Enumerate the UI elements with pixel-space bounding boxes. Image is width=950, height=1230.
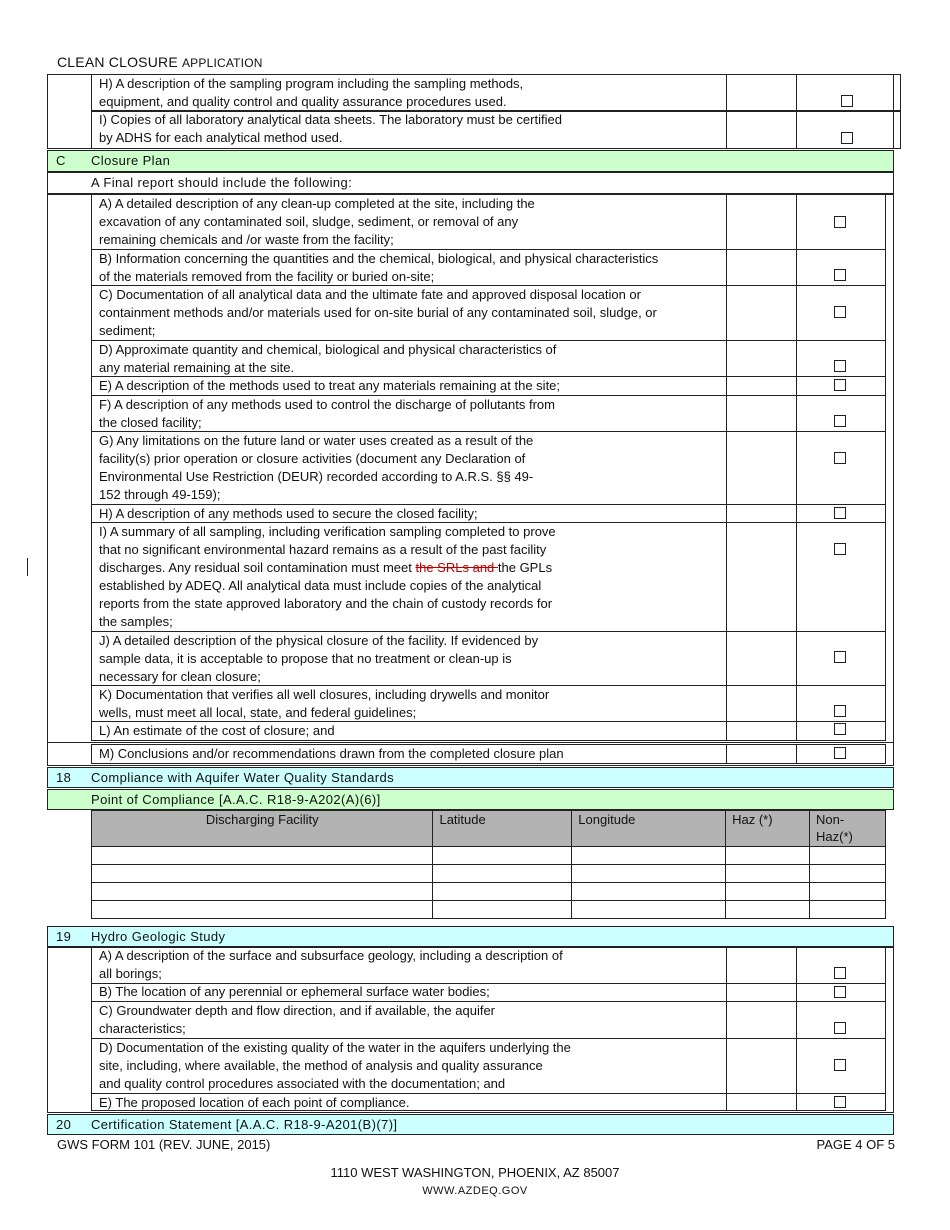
closure-item-h: H) A description of any methods used to secure the closed facility; (99, 506, 478, 521)
haz-cell[interactable] (726, 901, 810, 919)
closure-item-j: J) A detailed description of the physical closure of the facility. If evidenced by sample data, it is acceptable to propose that no treatment or clean-up is necessary for clean closure; (99, 633, 539, 684)
header-title-sc: APPLICATION (181, 56, 263, 70)
hydro-d-checkbox[interactable] (834, 1059, 846, 1071)
struck-text: the SRLs and (415, 560, 498, 575)
sampling-i-checkbox[interactable] (841, 132, 853, 144)
closure-k-checkbox[interactable] (834, 705, 846, 717)
closure-g-checkbox[interactable] (834, 452, 846, 464)
facility-cell[interactable] (92, 901, 433, 919)
longitude-cell[interactable] (572, 847, 726, 865)
footer-address: 1110 WEST WASHINGTON, PHOENIX, AZ 85007 (330, 1165, 620, 1180)
facility-cell[interactable] (92, 865, 433, 883)
table-row (92, 883, 886, 901)
col-longitude: Longitude (572, 811, 726, 847)
latitude-cell[interactable] (433, 847, 572, 865)
col-haz: Haz (*) (726, 811, 810, 847)
closure-item-f: F) A description of any methods used to control the discharge of pollutants from the closed facility; (99, 397, 555, 430)
sampling-h-text: H) A description of the sampling program including the sampling methods, equipment, and quality control and quality assurance procedures used. (99, 76, 524, 109)
section-19-heading: 19 Hydro Geologic Study (47, 926, 894, 947)
closure-item-i: I) A summary of all sampling, including verification sampling completed to prove that no significant environmental hazard remains as a result of the past facility discharges. Any residual soil contamination must meet the SRLs and the GPLs established by ADEQ. All analytical data must include copies of the analytical reports from the state approved laboratory and the chain of custody records for the samples; (99, 524, 556, 629)
latitude-cell[interactable] (433, 883, 572, 901)
haz-cell[interactable] (726, 847, 810, 865)
facility-cell[interactable] (92, 847, 433, 865)
closure-item-a: A) A detailed description of any clean-up completed at the site, including the excavation of any contaminated soil, sludge, sediment, or removal of any remaining chemicals and /or waste from the facility; (99, 196, 535, 247)
page-header-title (57, 54, 263, 70)
closure-f-checkbox[interactable] (834, 415, 846, 427)
sampling-h-checkbox[interactable] (841, 95, 853, 107)
longitude-cell[interactable] (572, 865, 726, 883)
closure-item-m: M) Conclusions and/or recommendations drawn from the completed closure plan (99, 746, 564, 761)
closure-e-checkbox[interactable] (834, 379, 846, 391)
hydro-item-c: C) Groundwater depth and flow direction, and if available, the aquifer characteristics; (99, 1003, 496, 1036)
closure-b-checkbox[interactable] (834, 269, 846, 281)
closure-l-checkbox[interactable] (834, 723, 846, 735)
section-18-heading: 18 Compliance with Aquifer Water Quality Standards (47, 767, 894, 788)
closure-item-g: G) Any limitations on the future land or water uses created as a result of the facility(s) prior operation or closure activities (document any Declaration of Environmental Use Restriction (DEUR) recorded according to A.R.S. §§ 49- 152 through 49-159); (99, 433, 534, 502)
longitude-cell[interactable] (572, 883, 726, 901)
col-non-haz: Non-Haz(*) (810, 811, 886, 847)
footer-page-number: PAGE 4 OF 5 (816, 1137, 895, 1152)
sampling-i-text: I) Copies of all laboratory analytical data sheets. The laboratory must be certified by ADHS for each analytical method used. (99, 112, 562, 145)
closure-c-checkbox[interactable] (834, 306, 846, 318)
closure-plan-heading: C Closure Plan (47, 150, 894, 172)
hydro-item-e: E) The proposed location of each point of compliance. (99, 1095, 410, 1110)
closure-i-checkbox[interactable] (834, 543, 846, 555)
non-haz-cell[interactable] (810, 883, 886, 901)
header-title-main: CLEAN CLOSURE (57, 54, 182, 70)
text-cursor (27, 558, 28, 576)
closure-item-b: B) Information concerning the quantities and the chemical, biological, and physical characteristics of the materials removed from the facility or buried on-site; (99, 251, 659, 284)
closure-d-checkbox[interactable] (834, 360, 846, 372)
hydro-e-checkbox[interactable] (834, 1096, 846, 1108)
table-row (92, 865, 886, 883)
closure-item-c: C) Documentation of all analytical data and the ultimate fate and approved disposal location or containment methods and/or materials used for on-site burial of any contaminated soil, sludge, or sediment; (99, 287, 657, 338)
non-haz-cell[interactable] (810, 865, 886, 883)
closure-item-d: D) Approximate quantity and chemical, biological and physical characteristics of any material remaining at the site. (99, 342, 557, 375)
footer-form-id: GWS FORM 101 (REV. JUNE, 2015) (57, 1137, 271, 1152)
hydro-a-checkbox[interactable] (834, 967, 846, 979)
discharging-facility-table (91, 810, 886, 919)
hydro-item-b: B) The location of any perennial or ephemeral surface water bodies; (99, 984, 490, 999)
closure-a-checkbox[interactable] (834, 216, 846, 228)
hydro-c-checkbox[interactable] (834, 1022, 846, 1034)
facility-cell[interactable] (92, 883, 433, 901)
closure-j-checkbox[interactable] (834, 651, 846, 663)
point-of-compliance-heading: Point of Compliance [A.A.C. R18-9-A202(A)(6)] (47, 789, 894, 810)
non-haz-cell[interactable] (810, 901, 886, 919)
closure-item-l: L) An estimate of the cost of closure; and (99, 723, 335, 738)
non-haz-cell[interactable] (810, 847, 886, 865)
haz-cell[interactable] (726, 883, 810, 901)
closure-m-checkbox[interactable] (834, 747, 846, 759)
latitude-cell[interactable] (433, 901, 572, 919)
longitude-cell[interactable] (572, 901, 726, 919)
closure-h-checkbox[interactable] (834, 507, 846, 519)
closure-item-k: K) Documentation that verifies all well closures, including drywells and monitor wells, must meet all local, state, and federal guidelines; (99, 687, 550, 720)
haz-cell[interactable] (726, 865, 810, 883)
col-discharging-facility: Discharging Facility (92, 811, 433, 847)
closure-plan-intro: A Final report should include the following: (47, 172, 894, 194)
hydro-item-a: A) A description of the surface and subsurface geology, including a description of all borings; (99, 948, 563, 981)
table-row (92, 847, 886, 865)
table-header-row (92, 811, 886, 847)
col-latitude: Latitude (433, 811, 572, 847)
closure-item-e: E) A description of the methods used to treat any materials remaining at the site; (99, 378, 561, 393)
latitude-cell[interactable] (433, 865, 572, 883)
table-row (92, 901, 886, 919)
section-20-heading: 20 Certification Statement [A.A.C. R18-9-A201(B)(7)] (47, 1114, 894, 1135)
footer-url[interactable]: WWW.AZDEQ.GOV (422, 1185, 528, 1197)
hydro-item-d: D) Documentation of the existing quality of the water in the aquifers underlying the site, including, where available, the method of analysis and quality assurance and quality control procedures associated with the documentation; and (99, 1040, 571, 1091)
hydro-b-checkbox[interactable] (834, 986, 846, 998)
